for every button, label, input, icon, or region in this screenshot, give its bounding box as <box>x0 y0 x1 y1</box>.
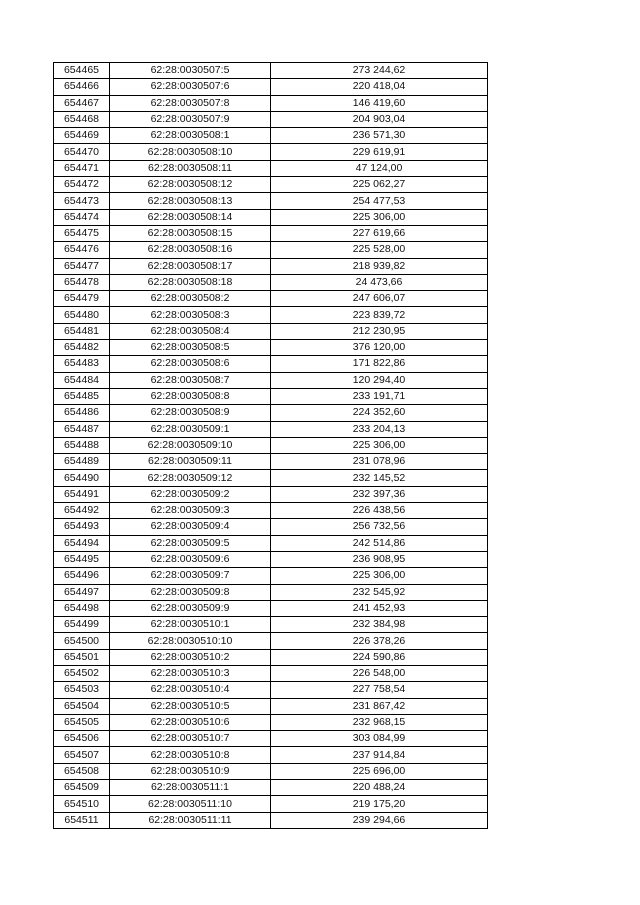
cadastral-value-cell: 47 124,00 <box>271 160 488 176</box>
cadastral-value-cell: 120 294,40 <box>271 372 488 388</box>
table-row <box>54 323 488 339</box>
table-row <box>54 95 488 111</box>
cadastral-number-cell: 62:28:0030508:17 <box>110 258 271 274</box>
cadastral-number-cell: 62:28:0030509:11 <box>110 454 271 470</box>
table-row <box>54 633 488 649</box>
cadastral-number-cell: 62:28:0030508:3 <box>110 307 271 323</box>
table-body <box>54 63 488 829</box>
cadastral-value-cell: 242 514,86 <box>271 535 488 551</box>
cadastral-number-cell: 62:28:0030508:4 <box>110 323 271 339</box>
table-row <box>54 388 488 404</box>
row-number-cell: 654501 <box>54 649 110 665</box>
cadastral-value-cell: 218 939,82 <box>271 258 488 274</box>
cadastral-value-cell: 225 306,00 <box>271 437 488 453</box>
row-number-cell: 654483 <box>54 356 110 372</box>
table-row <box>54 291 488 307</box>
cadastral-number-cell: 62:28:0030510:1 <box>110 617 271 633</box>
cadastral-value-cell: 232 545,92 <box>271 584 488 600</box>
row-number-cell: 654495 <box>54 551 110 567</box>
cadastral-number-cell: 62:28:0030510:7 <box>110 731 271 747</box>
cadastral-number-cell: 62:28:0030509:12 <box>110 470 271 486</box>
cadastral-number-cell: 62:28:0030511:11 <box>110 812 271 828</box>
row-number-cell: 654480 <box>54 307 110 323</box>
table-row <box>54 79 488 95</box>
row-number-cell: 654496 <box>54 568 110 584</box>
row-number-cell: 654489 <box>54 454 110 470</box>
table-row <box>54 307 488 323</box>
table-row <box>54 356 488 372</box>
cadastral-value-cell: 212 230,95 <box>271 323 488 339</box>
cadastral-number-cell: 62:28:0030508:14 <box>110 209 271 225</box>
cadastral-number-cell: 62:28:0030508:6 <box>110 356 271 372</box>
cadastral-value-cell: 224 590,86 <box>271 649 488 665</box>
cadastral-number-cell: 62:28:0030509:9 <box>110 600 271 616</box>
row-number-cell: 654473 <box>54 193 110 209</box>
cadastral-number-cell: 62:28:0030508:8 <box>110 388 271 404</box>
table-row <box>54 812 488 828</box>
cadastral-number-cell: 62:28:0030509:1 <box>110 421 271 437</box>
cadastral-number-cell: 62:28:0030510:5 <box>110 698 271 714</box>
cadastral-number-cell: 62:28:0030509:7 <box>110 568 271 584</box>
cadastral-value-cell: 225 062,27 <box>271 177 488 193</box>
row-number-cell: 654506 <box>54 731 110 747</box>
row-number-cell: 654465 <box>54 63 110 79</box>
table-row <box>54 128 488 144</box>
cadastral-number-cell: 62:28:0030508:11 <box>110 160 271 176</box>
cadastral-number-cell: 62:28:0030509:10 <box>110 437 271 453</box>
row-number-cell: 654508 <box>54 763 110 779</box>
cadastral-number-cell: 62:28:0030509:3 <box>110 503 271 519</box>
row-number-cell: 654471 <box>54 160 110 176</box>
cadastral-value-cell: 233 191,71 <box>271 388 488 404</box>
cadastral-value-cell: 220 418,04 <box>271 79 488 95</box>
cadastral-value-cell: 237 914,84 <box>271 747 488 763</box>
cadastral-value-cell: 303 084,99 <box>271 731 488 747</box>
cadastral-value-cell: 226 548,00 <box>271 665 488 681</box>
table-row <box>54 796 488 812</box>
row-number-cell: 654500 <box>54 633 110 649</box>
row-number-cell: 654510 <box>54 796 110 812</box>
cadastral-value-cell: 231 078,96 <box>271 454 488 470</box>
cadastral-number-cell: 62:28:0030510:8 <box>110 747 271 763</box>
cadastral-value-cell: 219 175,20 <box>271 796 488 812</box>
table-row <box>54 486 488 502</box>
row-number-cell: 654492 <box>54 503 110 519</box>
row-number-cell: 654486 <box>54 405 110 421</box>
row-number-cell: 654502 <box>54 665 110 681</box>
cadastral-value-cell: 24 473,66 <box>271 274 488 290</box>
table-row <box>54 405 488 421</box>
row-number-cell: 654466 <box>54 79 110 95</box>
row-number-cell: 654487 <box>54 421 110 437</box>
table-row <box>54 600 488 616</box>
cadastral-value-cell: 225 696,00 <box>271 763 488 779</box>
cadastral-number-cell: 62:28:0030510:3 <box>110 665 271 681</box>
cadastral-value-cell: 171 822,86 <box>271 356 488 372</box>
cadastral-value-cell: 224 352,60 <box>271 405 488 421</box>
row-number-cell: 654507 <box>54 747 110 763</box>
row-number-cell: 654477 <box>54 258 110 274</box>
cadastral-value-cell: 376 120,00 <box>271 340 488 356</box>
row-number-cell: 654467 <box>54 95 110 111</box>
table-row <box>54 242 488 258</box>
cadastral-number-cell: 62:28:0030510:2 <box>110 649 271 665</box>
row-number-cell: 654476 <box>54 242 110 258</box>
cadastral-value-cell: 236 571,30 <box>271 128 488 144</box>
row-number-cell: 654497 <box>54 584 110 600</box>
cadastral-number-cell: 62:28:0030509:4 <box>110 519 271 535</box>
cadastral-number-cell: 62:28:0030508:1 <box>110 128 271 144</box>
cadastral-value-cell: 225 528,00 <box>271 242 488 258</box>
table-row <box>54 682 488 698</box>
table-row <box>54 747 488 763</box>
cadastral-value-cell: 232 968,15 <box>271 714 488 730</box>
cadastral-number-cell: 62:28:0030511:1 <box>110 780 271 796</box>
cadastral-value-cell: 225 306,00 <box>271 568 488 584</box>
cadastral-number-cell: 62:28:0030508:5 <box>110 340 271 356</box>
table-row <box>54 698 488 714</box>
cadastral-value-cell: 220 488,24 <box>271 780 488 796</box>
cadastral-number-cell: 62:28:0030508:12 <box>110 177 271 193</box>
row-number-cell: 654488 <box>54 437 110 453</box>
cadastral-number-cell: 62:28:0030507:8 <box>110 95 271 111</box>
table-row <box>54 274 488 290</box>
row-number-cell: 654499 <box>54 617 110 633</box>
cadastral-value-cell: 229 619,91 <box>271 144 488 160</box>
row-number-cell: 654505 <box>54 714 110 730</box>
cadastral-number-cell: 62:28:0030508:15 <box>110 225 271 241</box>
cadastral-number-cell: 62:28:0030507:9 <box>110 111 271 127</box>
cadastral-value-cell: 247 606,07 <box>271 291 488 307</box>
cadastral-value-cell: 254 477,53 <box>271 193 488 209</box>
cadastral-value-cell: 232 145,52 <box>271 470 488 486</box>
table-row <box>54 780 488 796</box>
cadastral-value-cell: 227 619,66 <box>271 225 488 241</box>
row-number-cell: 654470 <box>54 144 110 160</box>
table-row <box>54 193 488 209</box>
cadastral-number-cell: 62:28:0030508:18 <box>110 274 271 290</box>
cadastral-number-cell: 62:28:0030509:2 <box>110 486 271 502</box>
table-row <box>54 617 488 633</box>
row-number-cell: 654479 <box>54 291 110 307</box>
row-number-cell: 654509 <box>54 780 110 796</box>
row-number-cell: 654478 <box>54 274 110 290</box>
cadastral-value-cell: 256 732,56 <box>271 519 488 535</box>
cadastral-number-cell: 62:28:0030508:9 <box>110 405 271 421</box>
row-number-cell: 654490 <box>54 470 110 486</box>
cadastral-value-cell: 232 384,98 <box>271 617 488 633</box>
table-row <box>54 225 488 241</box>
table-row <box>54 177 488 193</box>
table-row <box>54 551 488 567</box>
table-row <box>54 731 488 747</box>
cadastral-number-cell: 62:28:0030510:9 <box>110 763 271 779</box>
row-number-cell: 654484 <box>54 372 110 388</box>
table-row <box>54 714 488 730</box>
cadastral-value-cell: 227 758,54 <box>271 682 488 698</box>
cadastral-value-cell: 239 294,66 <box>271 812 488 828</box>
table-row <box>54 665 488 681</box>
row-number-cell: 654491 <box>54 486 110 502</box>
cadastral-number-cell: 62:28:0030509:8 <box>110 584 271 600</box>
row-number-cell: 654475 <box>54 225 110 241</box>
cadastral-value-cell: 225 306,00 <box>271 209 488 225</box>
row-number-cell: 654511 <box>54 812 110 828</box>
cadastral-number-cell: 62:28:0030508:16 <box>110 242 271 258</box>
row-number-cell: 654468 <box>54 111 110 127</box>
table-row <box>54 144 488 160</box>
row-number-cell: 654482 <box>54 340 110 356</box>
row-number-cell: 654494 <box>54 535 110 551</box>
cadastral-number-cell: 62:28:0030511:10 <box>110 796 271 812</box>
table-row <box>54 437 488 453</box>
row-number-cell: 654485 <box>54 388 110 404</box>
cadastral-value-cell: 226 378,26 <box>271 633 488 649</box>
cadastral-number-cell: 62:28:0030507:5 <box>110 63 271 79</box>
cadastral-value-cell: 146 419,60 <box>271 95 488 111</box>
table-row <box>54 421 488 437</box>
cadastral-value-cell: 232 397,36 <box>271 486 488 502</box>
table-row <box>54 340 488 356</box>
cadastral-number-cell: 62:28:0030509:5 <box>110 535 271 551</box>
cadastral-number-cell: 62:28:0030510:4 <box>110 682 271 698</box>
cadastral-value-cell: 233 204,13 <box>271 421 488 437</box>
table-row <box>54 535 488 551</box>
cadastral-number-cell: 62:28:0030509:6 <box>110 551 271 567</box>
row-number-cell: 654469 <box>54 128 110 144</box>
cadastral-value-table <box>53 62 488 829</box>
row-number-cell: 654503 <box>54 682 110 698</box>
table-row <box>54 111 488 127</box>
cadastral-value-cell: 226 438,56 <box>271 503 488 519</box>
cadastral-value-cell: 204 903,04 <box>271 111 488 127</box>
table-row <box>54 63 488 79</box>
table-row <box>54 649 488 665</box>
cadastral-number-cell: 62:28:0030510:6 <box>110 714 271 730</box>
table-row <box>54 519 488 535</box>
cadastral-number-cell: 62:28:0030508:7 <box>110 372 271 388</box>
table-row <box>54 568 488 584</box>
cadastral-number-cell: 62:28:0030507:6 <box>110 79 271 95</box>
table-row <box>54 503 488 519</box>
cadastral-value-cell: 231 867,42 <box>271 698 488 714</box>
table-row <box>54 584 488 600</box>
table-row <box>54 470 488 486</box>
cadastral-value-cell: 223 839,72 <box>271 307 488 323</box>
table-row <box>54 209 488 225</box>
cadastral-value-cell: 273 244,62 <box>271 63 488 79</box>
row-number-cell: 654504 <box>54 698 110 714</box>
table-row <box>54 258 488 274</box>
cadastral-value-cell: 241 452,93 <box>271 600 488 616</box>
cadastral-number-cell: 62:28:0030508:10 <box>110 144 271 160</box>
cadastral-number-cell: 62:28:0030508:13 <box>110 193 271 209</box>
row-number-cell: 654498 <box>54 600 110 616</box>
row-number-cell: 654481 <box>54 323 110 339</box>
table-row <box>54 454 488 470</box>
row-number-cell: 654493 <box>54 519 110 535</box>
cadastral-value-cell: 236 908,95 <box>271 551 488 567</box>
cadastral-number-cell: 62:28:0030508:2 <box>110 291 271 307</box>
row-number-cell: 654474 <box>54 209 110 225</box>
table-row <box>54 160 488 176</box>
row-number-cell: 654472 <box>54 177 110 193</box>
table-row <box>54 763 488 779</box>
table-row <box>54 372 488 388</box>
cadastral-number-cell: 62:28:0030510:10 <box>110 633 271 649</box>
